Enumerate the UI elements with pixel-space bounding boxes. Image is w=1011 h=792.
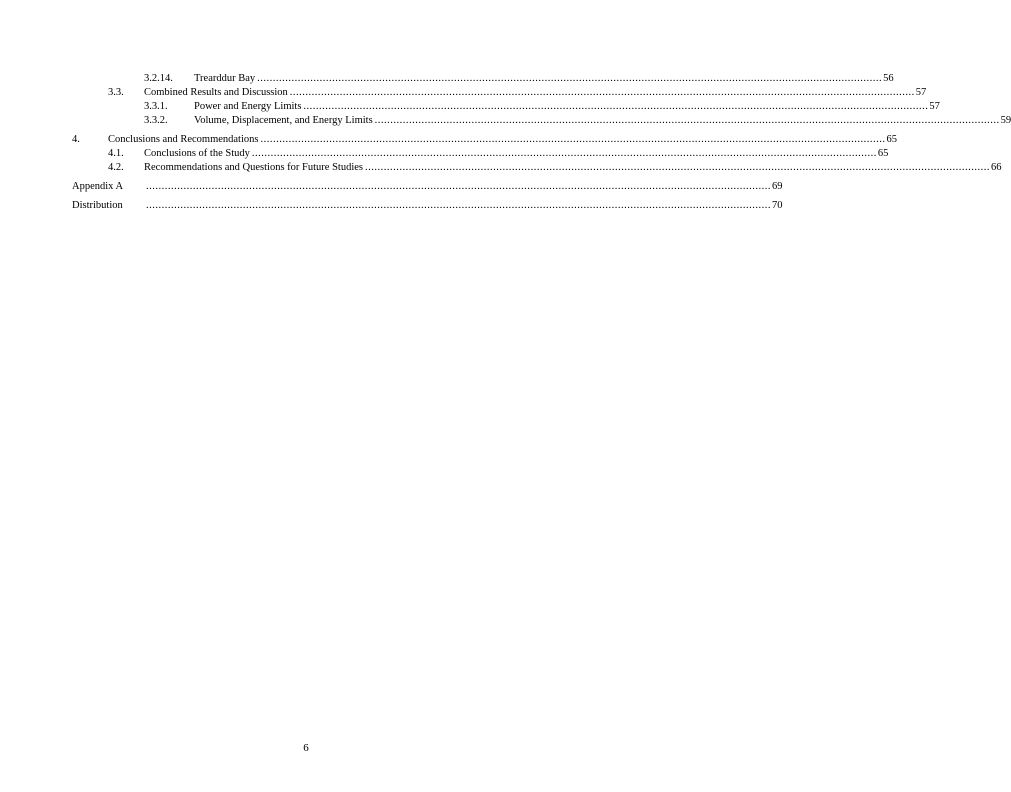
toc-entry-title: Volume, Displacement, and Energy Limits bbox=[194, 115, 373, 126]
toc-entry-page: 57 bbox=[929, 101, 940, 112]
dot-leader: ........................................................................................................................................................................................................ bbox=[365, 162, 991, 173]
toc-entry[interactable] bbox=[72, 133, 897, 147]
dot-leader: ........................................................................................................................................................................................................ bbox=[251, 148, 877, 159]
dot-leader: ........................................................................................................................................................................................................ bbox=[146, 181, 771, 192]
toc-entry-page: 65 bbox=[877, 148, 889, 159]
toc-entry-page: 59 bbox=[1000, 115, 1011, 126]
toc-entry-title: Recommendations and Questions for Future Studies bbox=[144, 162, 364, 173]
toc-entry-number: 3.2.14. bbox=[144, 73, 173, 84]
dot-leader: ........................................................................................................................................................................................................ bbox=[257, 73, 883, 84]
toc-entry[interactable] bbox=[72, 147, 889, 161]
page-number: 6 bbox=[303, 742, 309, 754]
table-of-contents bbox=[72, 72, 1011, 213]
dot-leader: ........................................................................................................................................................................................................ bbox=[374, 115, 1000, 126]
toc-entry-number: Appendix A bbox=[72, 181, 124, 192]
toc-entry-page: 56 bbox=[883, 73, 894, 84]
toc-entry-number: 4.1. bbox=[108, 148, 124, 159]
dot-leader: ........................................................................................................................................................................................................ bbox=[303, 101, 929, 112]
toc-entry-number: 4.2. bbox=[108, 162, 124, 173]
toc-entry-number: 3.3.2. bbox=[144, 115, 168, 126]
toc-entry-title: Conclusions of the Study bbox=[144, 148, 250, 159]
toc-entry-page: 65 bbox=[886, 134, 897, 145]
toc-entry-number: Distribution bbox=[72, 200, 123, 211]
toc-entry-number: 3.3.1. bbox=[144, 101, 168, 112]
toc-entry-page: 66 bbox=[991, 162, 1002, 173]
toc-entry[interactable] bbox=[72, 72, 894, 86]
toc-entry-page: 70 bbox=[772, 200, 783, 211]
toc-entry[interactable] bbox=[72, 114, 1011, 128]
toc-entry[interactable] bbox=[72, 86, 927, 100]
toc-entry-title: Conclusions and Recommendations bbox=[108, 134, 259, 145]
toc-entry-number: 3.3. bbox=[108, 87, 124, 98]
toc-entry-title: Trearddur Bay bbox=[194, 73, 256, 84]
toc-entry-title: Power and Energy Limits bbox=[194, 101, 302, 112]
toc-entry[interactable] bbox=[72, 161, 1002, 175]
toc-entry-page: 57 bbox=[915, 87, 927, 98]
toc-entry-title: Combined Results and Discussion bbox=[144, 87, 288, 98]
toc-entry[interactable] bbox=[72, 180, 783, 194]
toc-entry[interactable] bbox=[72, 100, 940, 114]
toc-entry-number: 4. bbox=[72, 134, 80, 145]
dot-leader: ........................................................................................................................................................................................................ bbox=[260, 134, 886, 145]
toc-entry[interactable] bbox=[72, 199, 783, 213]
dot-leader: ........................................................................................................................................................................................................ bbox=[146, 200, 771, 211]
dot-leader: ........................................................................................................................................................................................................ bbox=[289, 87, 915, 98]
toc-entry-page: 69 bbox=[772, 181, 783, 192]
